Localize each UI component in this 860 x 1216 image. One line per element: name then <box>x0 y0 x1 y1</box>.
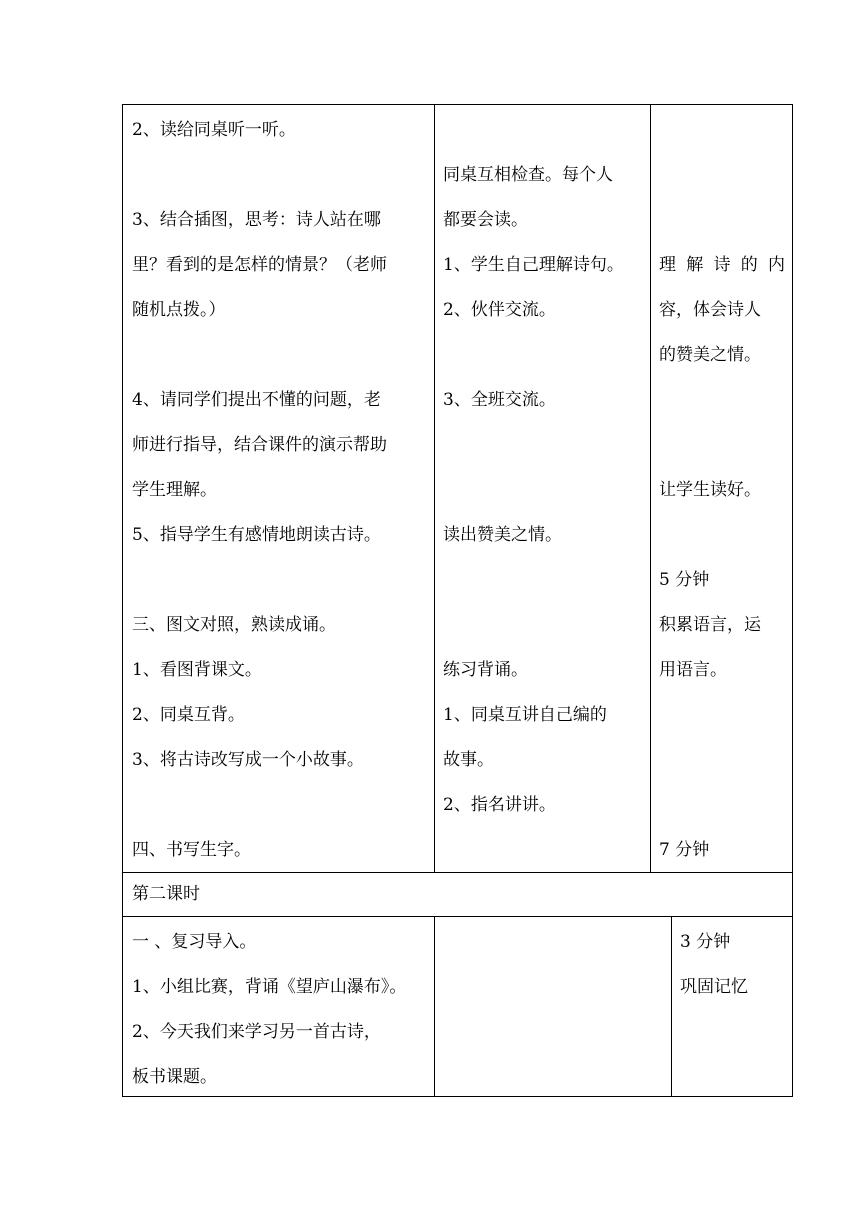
intent-text: 让学生读好。 <box>659 480 761 500</box>
activity-text: 师进行指导，结合课件的演示帮助 <box>132 435 387 455</box>
student-activity-text: 都要会读。 <box>443 210 528 230</box>
student-activity-text: 3、全班交流。 <box>443 390 556 410</box>
activity-text: 3、将古诗改写成一个小故事。 <box>132 750 364 770</box>
student-activity-text: 2、伙伴交流。 <box>443 300 556 320</box>
activity-text: 1、看图背课文。 <box>132 660 262 680</box>
intent-text: 容，体会诗人 <box>659 300 761 320</box>
section-heading: 三、图文对照，熟读成诵。 <box>132 615 336 635</box>
activity-text: 2、同桌互背。 <box>132 705 245 725</box>
student-activity-text: 练习背诵。 <box>443 660 528 680</box>
table-row-divider <box>123 872 792 873</box>
table-column-divider <box>434 916 435 1097</box>
student-activity-text: 同桌互相检查。每个人 <box>443 165 613 185</box>
intent-text: 理 解 诗 的 内 <box>659 255 785 275</box>
duration-text: 3 分钟 <box>680 932 731 952</box>
activity-text: 学生理解。 <box>132 480 217 500</box>
table-column-divider <box>434 105 435 872</box>
activity-text: 2、今天我们来学习另一首古诗， <box>132 1022 381 1042</box>
intent-text: 巩固记忆 <box>680 977 748 997</box>
intent-text: 积累语言，运 <box>659 615 761 635</box>
intent-text: 的赞美之情。 <box>659 345 761 365</box>
table-column-divider <box>671 916 672 1097</box>
session-header: 第二课时 <box>132 884 200 904</box>
student-activity-text: 故事。 <box>443 750 494 770</box>
student-activity-text: 1、学生自己理解诗句。 <box>443 255 624 275</box>
activity-text: 里？看到的是怎样的情景？（老师 <box>132 255 387 275</box>
activity-text: 3、结合插图，思考：诗人站在哪 <box>132 210 381 230</box>
activity-text: 5、指导学生有感情地朗读古诗。 <box>132 525 381 545</box>
activity-text: 板书课题。 <box>132 1067 217 1087</box>
student-activity-text: 2、指名讲讲。 <box>443 795 556 815</box>
student-activity-text: 读出赞美之情。 <box>443 525 562 545</box>
table-column-divider <box>650 105 651 872</box>
intent-text: 用语言。 <box>659 660 727 680</box>
duration-text: 7 分钟 <box>659 840 710 860</box>
activity-text: 随机点拨。） <box>132 300 226 320</box>
activity-text: 2、读给同桌听一听。 <box>132 120 296 140</box>
duration-text: 5 分钟 <box>659 570 710 590</box>
student-activity-text: 1、同桌互讲自己编的 <box>443 705 607 725</box>
section-heading: 一 、复习导入。 <box>132 932 257 952</box>
activity-text: 4、请同学们提出不懂的问题，老 <box>132 390 381 410</box>
section-heading: 四、书写生字。 <box>132 840 251 860</box>
table-row-divider <box>123 916 792 917</box>
activity-text: 1、小组比赛，背诵《望庐山瀑布》。 <box>132 977 407 997</box>
